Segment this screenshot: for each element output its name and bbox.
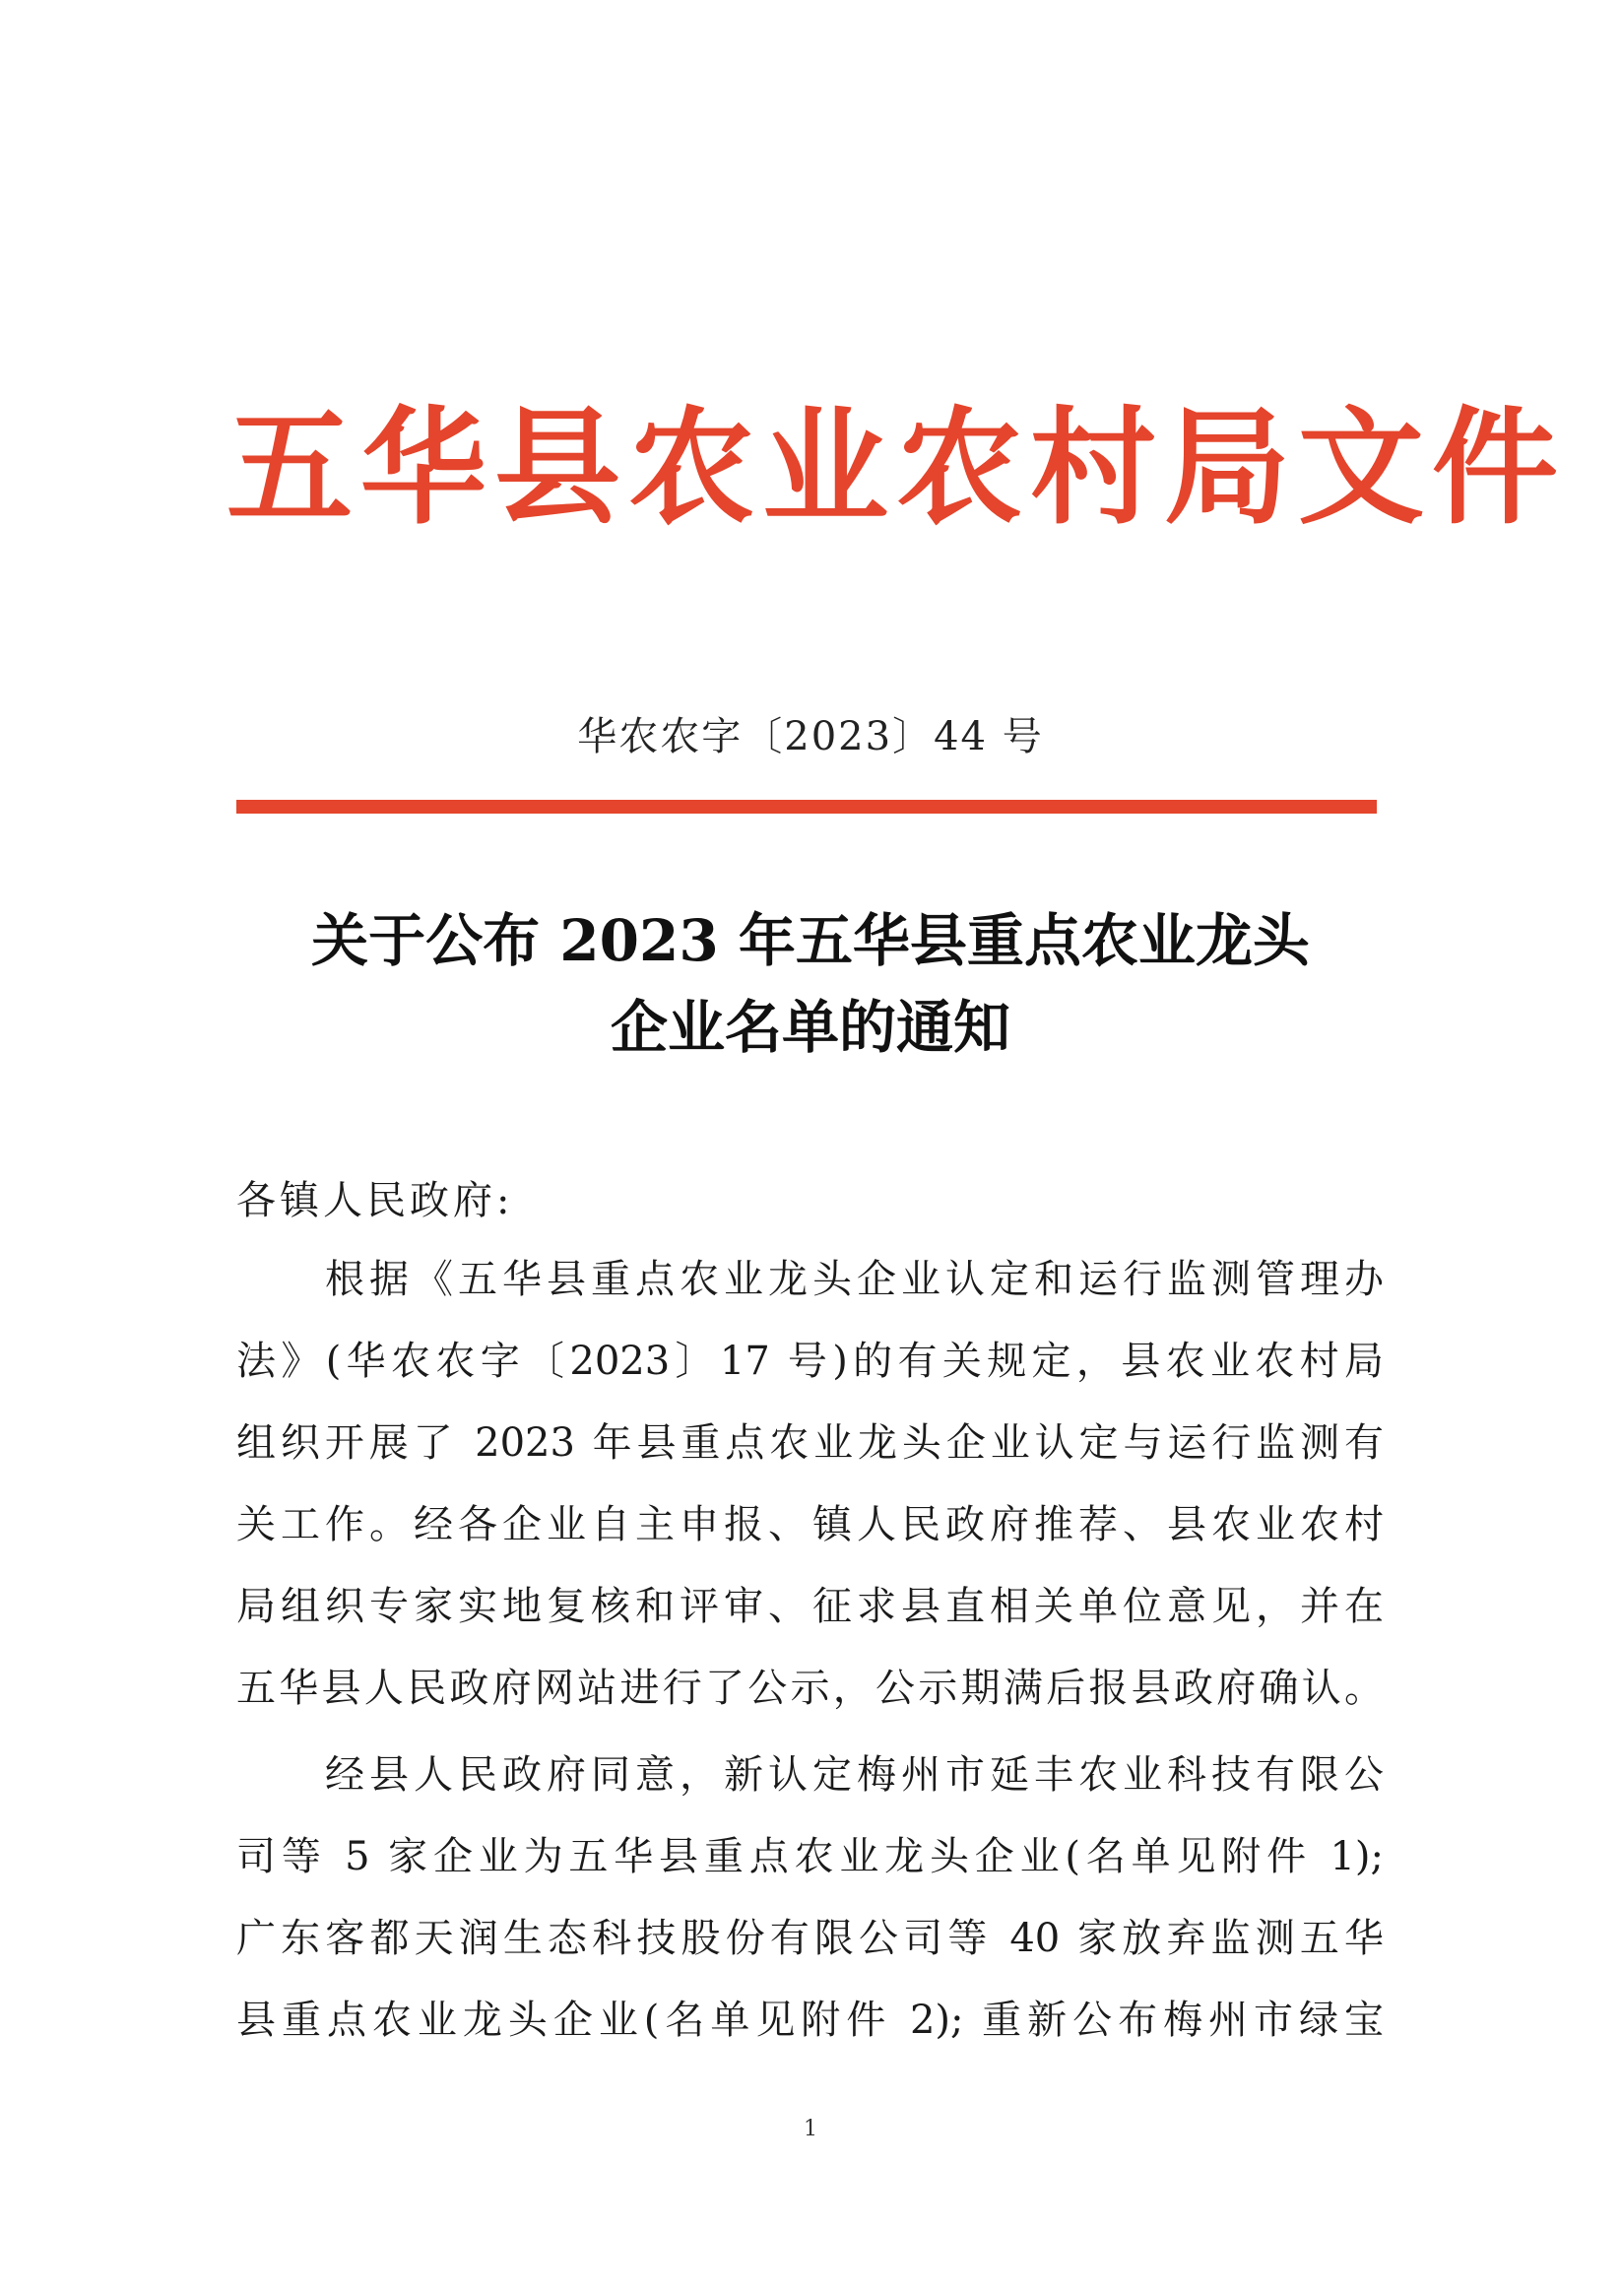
page-number: 1 xyxy=(804,2117,817,2141)
paragraph-line: 县重点农业龙头企业(名单见附件 2); 重新公布梅州市绿宝 xyxy=(236,1998,1384,2043)
notice-title-line-1: 关于公布 2023 年五华县重点农业龙头 xyxy=(311,907,1310,974)
paragraph-line: 组织开展了 2023 年县重点农业龙头企业认定与运行监测有 xyxy=(236,1420,1384,1466)
paragraph-line: 根据《五华县重点农业龙头企业认定和运行监测管理办 xyxy=(325,1257,1384,1302)
red-divider xyxy=(236,800,1377,814)
document-number: 华农农字〔2023〕44 号 xyxy=(577,714,1044,759)
paragraph-line: 广东客都天润生态科技股份有限公司等 40 家放弃监测五华 xyxy=(236,1916,1384,1961)
paragraph-line: 关工作。经各企业自主申报、镇人民政府推荐、县农业农村 xyxy=(236,1502,1384,1547)
paragraph-line: 经县人民政府同意，新认定梅州市延丰农业科技有限公 xyxy=(325,1752,1384,1798)
paragraph-line: 局组织专家实地复核和评审、征求县直相关单位意见，并在 xyxy=(236,1584,1384,1629)
paragraph-line: 五华县人民政府网站进行了公示，公示期满后报县政府确认。 xyxy=(236,1666,1384,1711)
notice-title-line-2: 企业名单的通知 xyxy=(610,994,1010,1061)
masthead: 五华县农业农村局文件 xyxy=(227,394,1567,542)
paragraph-line: 法》(华农农字〔2023〕17 号)的有关规定，县农业农村局 xyxy=(236,1339,1384,1384)
salutation: 各镇人民政府: xyxy=(236,1178,514,1223)
paragraph-line: 司等 5 家企业为五华县重点农业龙头企业(名单见附件 1); xyxy=(236,1834,1384,1879)
